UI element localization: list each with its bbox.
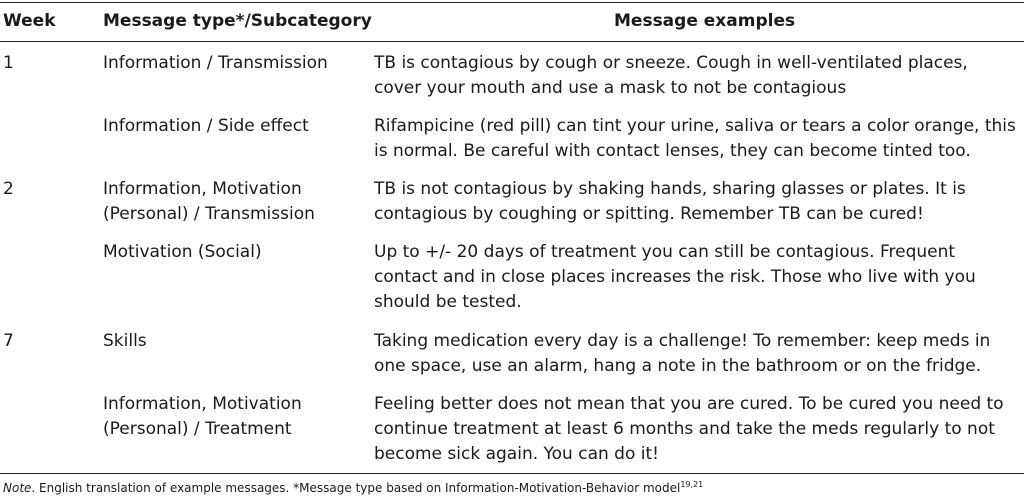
row-message-example: Up to +/- 20 days of treatment you can still be contagious. Frequent xyxy=(374,242,956,262)
row-message-example: Taking medication every day is a challenge! To remember: keep meds in xyxy=(374,331,991,351)
row-message-example: TB is contagious by cough or sneeze. Cough in well-ventilated places, xyxy=(374,53,968,73)
row-message-type: (Personal) / Transmission xyxy=(103,204,315,224)
row-message-example: should be tested. xyxy=(374,292,522,312)
header-message-examples: Message examples xyxy=(614,11,796,31)
row-message-type: Information / Transmission xyxy=(103,53,328,73)
row-message-example: TB is not contagious by shaking hands, sharing glasses or plates. It is xyxy=(374,179,966,199)
row-message-example: one space, use an alarm, hang a note in the bathroom or on the fridge. xyxy=(374,356,982,376)
row-message-example: contact and in close places increases the risk. Those who live with you xyxy=(374,267,976,287)
row-message-example: Rifampicine (red pill) can tint your urine, saliva or tears a color orange, this xyxy=(374,116,1016,136)
row-week: 2 xyxy=(3,179,14,199)
row-message-example: cover your mouth and use a mask to not be contagious xyxy=(374,78,847,98)
row-message-type: Motivation (Social) xyxy=(103,242,262,262)
table-top-rule xyxy=(0,2,1024,3)
row-message-type: Skills xyxy=(103,331,147,351)
table-bottom-rule xyxy=(0,473,1024,474)
note-text: . English translation of example messages. *Message type based on Information-Motivation-Behavior model xyxy=(31,481,681,495)
table-note xyxy=(3,480,703,496)
row-message-example: contagious by coughing or spitting. Remember TB can be cured! xyxy=(374,204,924,224)
row-message-example: Feeling better does not mean that you are cured. To be cured you need to xyxy=(374,394,1004,414)
table-header-rule xyxy=(0,41,1024,42)
row-message-type: (Personal) / Treatment xyxy=(103,419,292,439)
row-week: 1 xyxy=(3,53,14,73)
note-refs: 19,21 xyxy=(680,480,704,489)
header-week: Week xyxy=(3,11,56,31)
row-message-example: continue treatment at least 6 months and take the meds regularly to not xyxy=(374,419,995,439)
row-week: 7 xyxy=(3,331,14,351)
row-message-type: Information, Motivation xyxy=(103,179,302,199)
row-message-example: is normal. Be careful with contact lenses, they can become tinted too. xyxy=(374,141,971,161)
note-label: Note xyxy=(3,481,32,495)
row-message-type: Information / Side effect xyxy=(103,116,309,136)
row-message-type: Information, Motivation xyxy=(103,394,302,414)
row-message-example: become sick again. You can do it! xyxy=(374,444,659,464)
header-message-type: Message type*/Subcategory xyxy=(103,11,372,31)
